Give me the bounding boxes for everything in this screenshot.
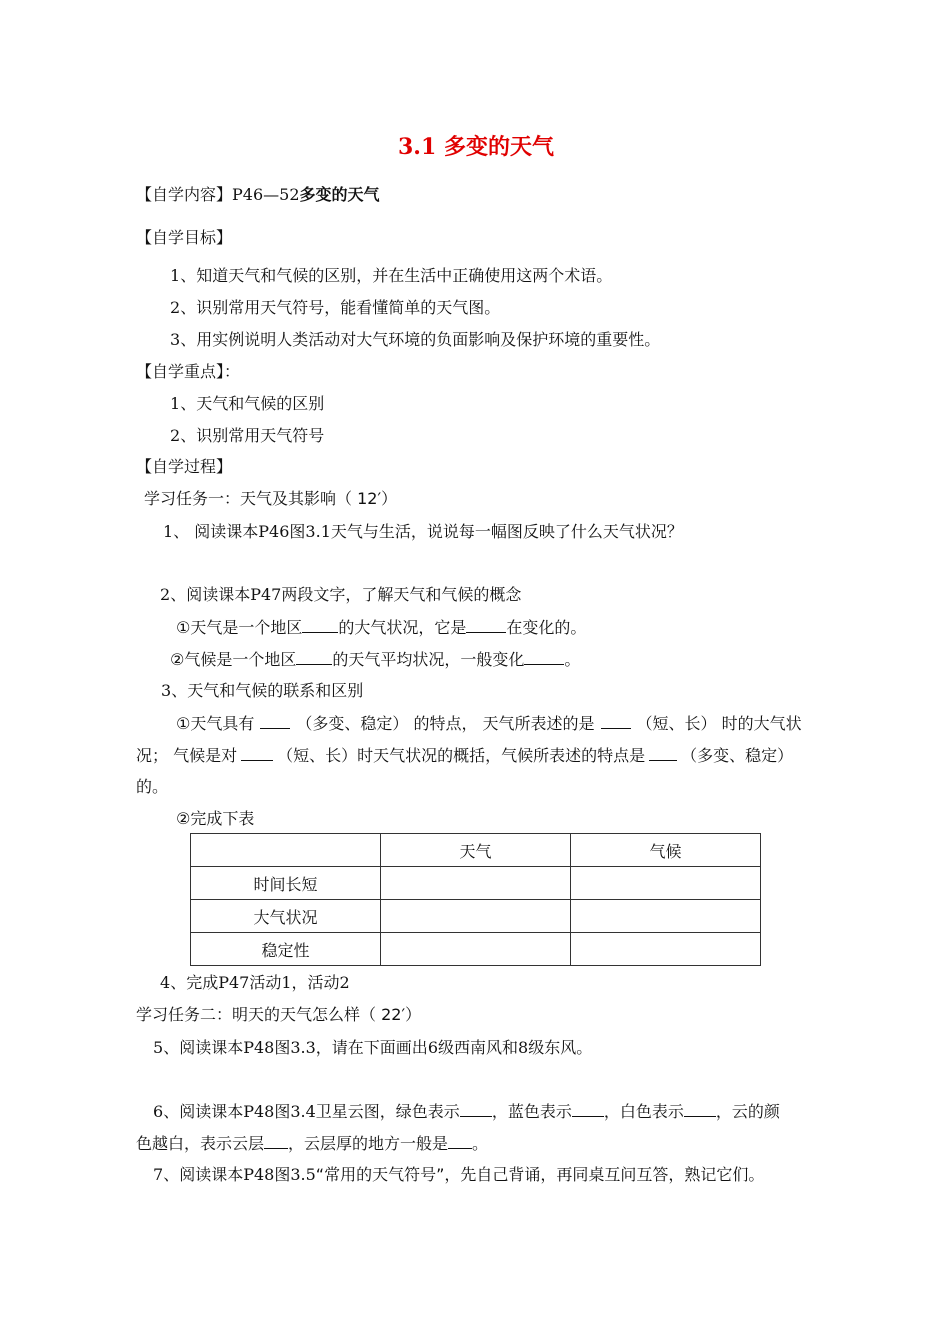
fill-blank[interactable] xyxy=(241,744,273,761)
task1-heading: 学习任务一：天气及其影响（ 12′） xyxy=(144,489,398,508)
goal-item-1: 1、知道天气和气候的区别，并在生活中正确使用这两个术语。 xyxy=(170,266,613,285)
keypoint-item-1: 1、天气和气候的区别 xyxy=(170,394,325,413)
table-header-cell xyxy=(191,834,381,867)
fill-blank[interactable] xyxy=(460,1100,492,1117)
title-text: 多变的天气 xyxy=(443,135,554,160)
question-2: 2、阅读课本P47两段文字，了解天气和气候的概念 xyxy=(160,585,522,604)
keypoints-label: 【自学重点】： xyxy=(136,362,241,381)
table-header-climate: 气候 xyxy=(571,834,761,867)
weather-cell[interactable] xyxy=(381,900,571,933)
content-pages: P46—52 xyxy=(232,185,300,204)
content-label: 【自学内容】 xyxy=(136,185,233,204)
fill-blank[interactable] xyxy=(649,744,677,761)
fill-blank[interactable] xyxy=(684,1100,716,1117)
question-5: 5、阅读课本P48图3.3，请在下面画出6级西南风和8级东风。 xyxy=(153,1038,593,1057)
question-2-sub-1: ①天气是一个地区 的大气状况，它是 在变化的。 xyxy=(176,618,587,637)
table-header-row xyxy=(191,834,761,867)
question-3-line-2: 况； 气候是对 （短、长）时天气状况的概括，气候所表述的特点是 （多变、稳定） xyxy=(136,746,794,765)
fill-blank[interactable] xyxy=(264,1132,288,1149)
table-row xyxy=(191,933,761,966)
fill-blank[interactable] xyxy=(448,1132,472,1149)
row-label: 稳定性 xyxy=(191,933,381,966)
question-6-line-2: 色越白，表示云层 ，云层厚的地方一般是 。 xyxy=(136,1134,489,1153)
content-topic: 多变的天气 xyxy=(299,185,380,204)
document-title xyxy=(398,136,554,159)
climate-cell[interactable] xyxy=(571,900,761,933)
table-row xyxy=(191,900,761,933)
fill-blank[interactable] xyxy=(601,712,631,729)
question-1: 1、 阅读课本P46图3.1天气与生活，说说每一幅图反映了什么天气状况？ xyxy=(163,522,683,541)
question-6: 6、阅读课本P48图3.4卫星云图，绿色表示 ，蓝色表示 ，白色表示 ，云的颜 xyxy=(153,1102,780,1121)
climate-cell[interactable] xyxy=(571,867,761,900)
process-label: 【自学过程】 xyxy=(136,457,233,476)
fill-blank[interactable] xyxy=(466,616,506,633)
row-label: 大气状况 xyxy=(191,900,381,933)
table-header-weather: 天气 xyxy=(381,834,571,867)
task2-heading: 学习任务二：明天的天气怎么样（ 22′） xyxy=(136,1005,422,1024)
title-number: 3.1 xyxy=(398,134,437,160)
question-2-sub-2: ②气候是一个地区 的天气平均状况，一般变化 。 xyxy=(170,650,581,669)
fill-blank[interactable] xyxy=(260,712,290,729)
keypoint-item-2: 2、识别常用天气符号 xyxy=(170,426,325,445)
climate-cell[interactable] xyxy=(571,933,761,966)
question-4: 4、完成P47活动1，活动2 xyxy=(160,973,350,992)
table-row xyxy=(191,867,761,900)
weather-cell[interactable] xyxy=(381,867,571,900)
goals-label: 【自学目标】 xyxy=(136,228,233,247)
question-7: 7、阅读课本P48图3.5“常用的天气符号”，先自己背诵，再同桌互问互答，熟记它们。 xyxy=(153,1165,765,1184)
self-study-content xyxy=(136,184,380,206)
fill-blank[interactable] xyxy=(302,616,338,633)
fill-blank[interactable] xyxy=(572,1100,604,1117)
fill-blank[interactable] xyxy=(296,648,332,665)
goal-item-3: 3、用实例说明人类活动对大气环境的负面影响及保护环境的重要性。 xyxy=(170,330,661,349)
question-3-line-3: 的。 xyxy=(136,777,169,796)
question-3: 3、天气和气候的联系和区别 xyxy=(161,681,364,700)
goal-item-2: 2、识别常用天气符号，能看懂简单的天气图。 xyxy=(170,298,501,317)
row-label: 时间长短 xyxy=(191,867,381,900)
table-instruction: ②完成下表 xyxy=(176,809,255,828)
weather-cell[interactable] xyxy=(381,933,571,966)
weather-climate-table xyxy=(190,833,761,966)
fill-blank[interactable] xyxy=(524,648,564,665)
question-3-line-1: ①天气具有 （多变、稳定） 的特点， 天气所表述的是 （短、长） 时的大气状 xyxy=(176,714,802,733)
